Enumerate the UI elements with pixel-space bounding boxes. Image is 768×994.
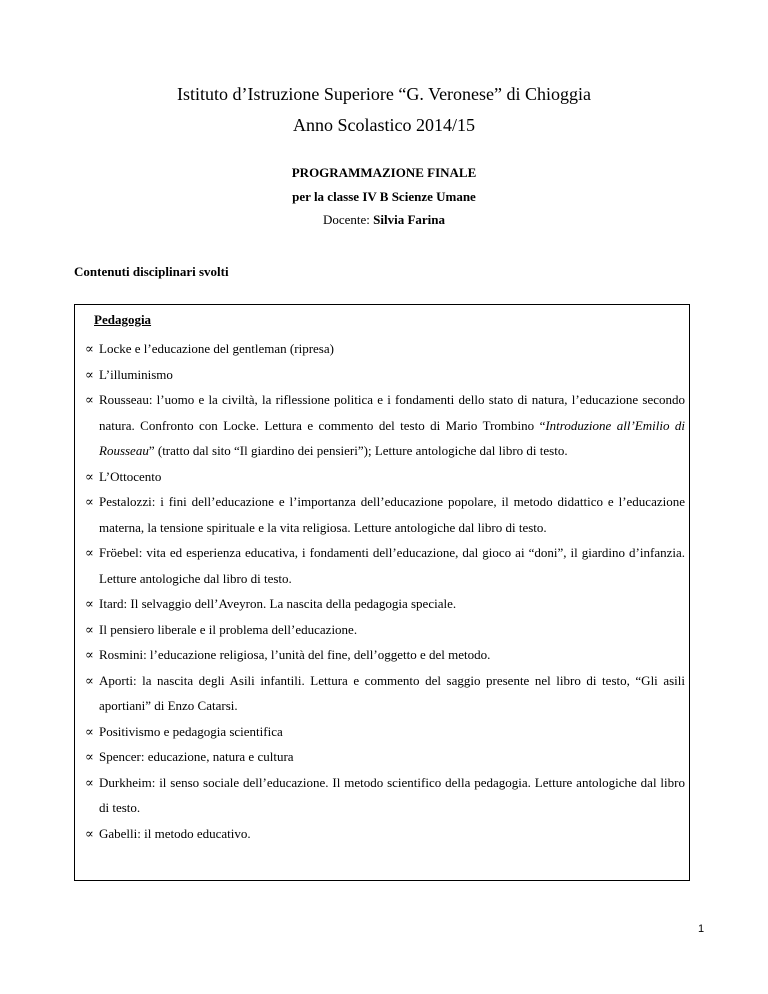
bullet-icon: ∝ xyxy=(85,596,94,611)
list-item: ∝ Gabelli: il metodo educativo. xyxy=(85,821,685,847)
list-item: ∝ Itard: Il selvaggio dell’Aveyron. La nascita della pedagogia speciale. xyxy=(85,591,685,617)
programme-title: PROGRAMMAZIONE FINALE xyxy=(291,165,477,180)
list-item: ∝ Durkheim: il senso sociale dell’educazione. Il metodo scientifico della pedagogia. Letture antologiche dal libro di testo. xyxy=(85,770,685,821)
school-year: Anno Scolastico 2014/15 xyxy=(293,115,475,135)
teacher-line xyxy=(0,212,768,228)
bullet-icon: ∝ xyxy=(85,545,94,560)
teacher-name: Silvia Farina xyxy=(373,212,446,227)
list-item: ∝ Rosmini: l’educazione religiosa, l’unità del fine, dell’oggetto e del metodo. xyxy=(85,642,685,668)
topic-list xyxy=(85,336,685,846)
list-item: ∝ Locke e l’educazione del gentleman (ripresa) xyxy=(85,336,685,362)
bullet-icon: ∝ xyxy=(85,341,94,356)
bullet-icon: ∝ xyxy=(85,621,94,637)
list-item: ∝ L’illuminismo xyxy=(85,362,685,388)
list-item: ∝ L’Ottocento xyxy=(85,464,685,490)
list-item: ∝ Rousseau: l’uomo e la civiltà, la riflessione politica e i fondamenti dello stato di natura, l’educazione secondo natura. Confronto con Locke. Lettura e commento del testo di Mario Trombino “Introduzione all’Emilio di Rousseau” (tratto dal sito “Il giardino dei pensieri”); Letture antologiche dal libro di testo. xyxy=(85,387,685,464)
bullet-icon: ∝ xyxy=(85,494,94,509)
book-title: Introduzione all’Emilio di Rousseau xyxy=(99,417,685,458)
section-title: Contenuti disciplinari svolti xyxy=(74,264,229,279)
bullet-icon: ∝ xyxy=(85,366,94,382)
box-heading: Pedagogia xyxy=(94,312,152,327)
list-item: ∝ Il pensiero liberale e il problema dell’educazione. xyxy=(85,617,685,643)
bullet-icon: ∝ xyxy=(85,647,94,662)
list-item: ∝ Frӧebel: vita ed esperienza educativa, i fondamenti dell’educazione, dal gioco ai “doni”, il giardino d’infanzia. Letture antologiche dal libro di testo. xyxy=(85,540,685,591)
list-item: ∝ Positivismo e pedagogia scientifica xyxy=(85,719,685,745)
list-item: ∝ Aporti: la nascita degli Asili infantili. Lettura e commento del saggio presente nel libro di testo, “Gli asili aportiani” di Enzo Catarsi. xyxy=(85,668,685,719)
document-title: Istituto d’Istruzione Superiore “G. Veronese” di Chioggia xyxy=(176,84,592,104)
page-number: 1 xyxy=(698,923,705,935)
bullet-icon: ∝ xyxy=(85,749,94,764)
teacher-label: Docente: xyxy=(322,212,374,227)
pedagogy-box xyxy=(74,304,690,881)
bullet-icon: ∝ xyxy=(85,468,94,484)
class-label: per la classe IV B Scienze Umane xyxy=(292,189,476,204)
bullet-icon: ∝ xyxy=(85,774,94,790)
bullet-icon: ∝ xyxy=(85,723,94,739)
bullet-icon: ∝ xyxy=(85,672,94,688)
list-item: ∝ Pestalozzi: i fini dell’educazione e l’importanza dell’educazione popolare, il metodo didattico e l’educazione materna, la tensione spirituale e la vita religiosa. Letture antologiche dal libro di testo. xyxy=(85,489,685,540)
bullet-icon: ∝ xyxy=(85,825,94,841)
list-item: ∝ Spencer: educazione, natura e cultura xyxy=(85,744,685,770)
bullet-icon: ∝ xyxy=(85,392,94,407)
